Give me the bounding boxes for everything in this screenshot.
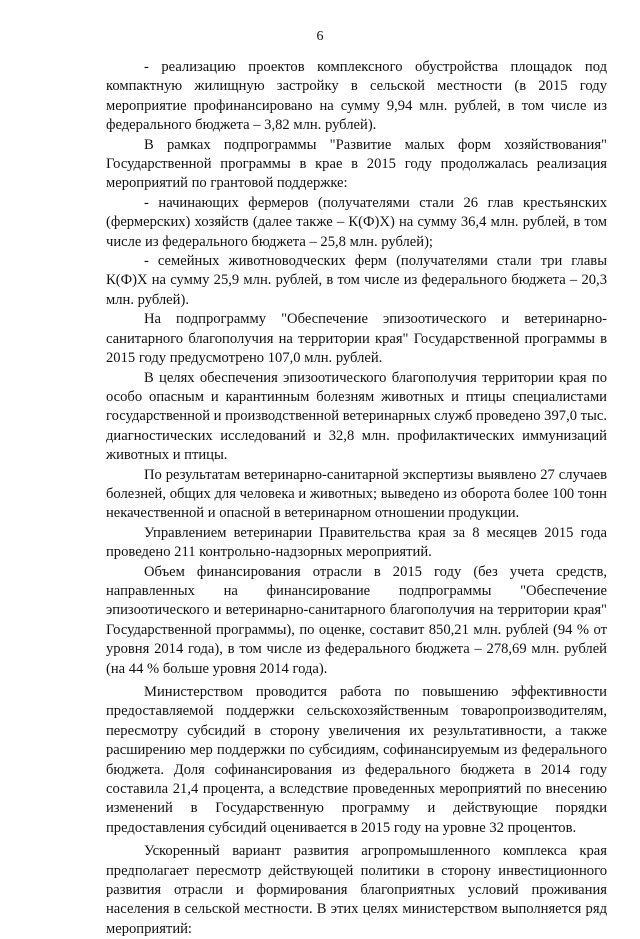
paragraph: Управлением ветеринарии Правительства края за 8 месяцев 2015 года проведено 211 контрольно-надзорных мероприятий. bbox=[106, 524, 607, 561]
document-body bbox=[106, 58, 607, 939]
paragraph: - семейных животноводческих ферм (получателями стали три главы К(Ф)Х на сумму 25,9 млн. рублей, в том числе из федерального бюджета – 20,3 млн. рублей). bbox=[106, 253, 607, 308]
paragraph: В рамках подпрограммы "Развитие малых форм хозяйствования" Государственной программы в крае в 2015 году продолжалась реализация мероприятий по грантовой поддержке: bbox=[106, 136, 607, 192]
paragraph: По результатам ветеринарно-санитарной экспертизы выявлено 27 случаев болезней, общих для человека и животных; выведено из оборота более 100 тонн некачественной и опасной в ветеринарном отношении продукции. bbox=[106, 466, 607, 522]
page-number: 6 bbox=[316, 29, 324, 44]
paragraph: В целях обеспечения эпизоотического благополучия территории края по особо опасным и карантинным болезням животных и птицы специалистами государственной и производственной ветеринарных служб проведено 397,0 тыс. диагностических исследований и 32,8 млн. профилактических иммунизаций животных и птицы. bbox=[106, 369, 607, 464]
paragraph: Объем финансирования отрасли в 2015 году (без учета средств, направленных на финансирование подпрограммы "Обеспечение эпизоотического и ветеринарно-санитарного благополучия на территории края" Государственной программы), по оценке, составит 850,21 млн. рублей (94 % от уровня 2014 года), в том числе из федерального бюджета – 278,69 млн. рублей (на 44 % больше уровня 2014 года). bbox=[106, 563, 607, 677]
paragraph: Ускоренный вариант развития агропромышленного комплекса края предполагает пересмотр действующей политики в сторону инвестиционного развития отрасли и формирования благоприятных условий проживания населения в сельской местности. В этих целях министерством выполняется ряд мероприятий: bbox=[106, 843, 607, 937]
paragraph: Министерством проводится работа по повышению эффективности предоставляемой поддержки сельскохозяйственным товаропроизводителям, пересмотру субсидий в сторону увеличения их результативности, а также расширению мер поддержки по субсидиям, софинансируемым из федерального бюджета. Доля софинансирования из федерального бюджета в 2014 году составила 21,4 процента, а вследствие проведенных мероприятий по внесению изменений в Государственную программу и действующие порядки предоставления субсидий оценивается в 2015 году на уровне 32 процентов. bbox=[106, 684, 607, 836]
paragraph: - реализацию проектов комплексного обустройства площадок под компактную жилищную застройку в сельской местности (в 2015 году мероприятие профинансировано на сумму 9,94 млн. рублей, в том числе из федерального бюджета – 3,82 млн. рублей). bbox=[106, 59, 607, 134]
paragraph: На подпрограмму "Обеспечение эпизоотического и ветеринарно-санитарного благополучия на территории края" Государственной программы в 2015 году предусмотрено 107,0 млн. рублей. bbox=[106, 311, 607, 367]
paragraph: - начинающих фермеров (получателями стали 26 глав крестьянских (фермерских) хозяйств (далее также – К(Ф)Х) на сумму 36,4 млн. рублей, в том числе из федерального бюджета – 25,8 млн. рублей); bbox=[106, 194, 607, 250]
